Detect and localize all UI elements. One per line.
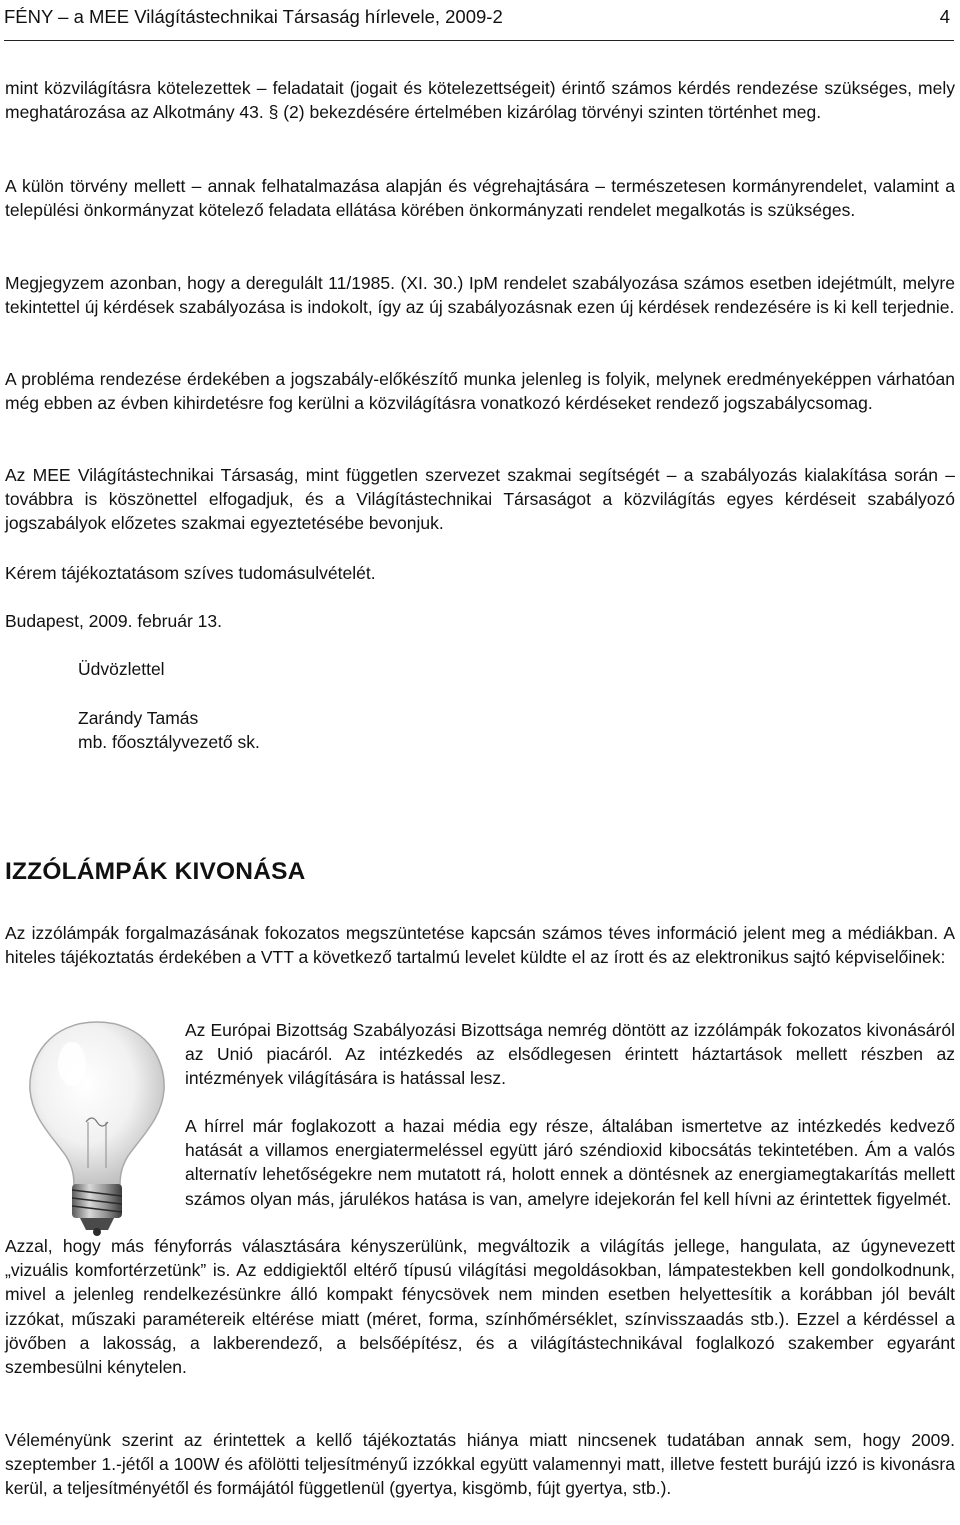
letter-paragraph: A hírrel már foglakozott a hazai média egy része, általában ismertetve az intézkedés kedvező hatását a villamos energiatermeléssel együtt járó széndioxid kibocsátás tekintetében. Ám a valós alternatív lehetőségekre nem mutatott rá, holott ennek a döntésnek az energiamegtakarítás mellett számos olyan más, járulékos hatása is van, amelyre idejekorán fel kell hívni az érintettek figyelmét. <box>185 1116 955 1209</box>
closing-request: Kérem tájékoztatásom szíves tudomásulvételét. <box>5 563 376 583</box>
letter-paragraph: Azzal, hogy más fényforrás választására kényszerülünk, megváltozik a világítás jellege, hangulata, az úgynevezett „vizuális komfortérzetünk” is. Az eddigiektől eltérő típusú világítási megoldásokban, lámpatestekben kell gondolkodnunk, mivel a jelenleg rendelkezésünkre álló kompakt fénycsövek nem minden esetben helyettesítik a korábban jól bevált izzókat, műszaki paramétereik eltérése miatt (méret, forma, színhőmérséklet, színvisszaadás stb.). Ezzel a kérdéssel a jövőben a lakosság, a lakberendező, a belsőépítész, és a világítástechnikával foglalkozó szakember egyaránt szembesülni kénytelen. <box>5 1236 955 1378</box>
paragraph: A probléma rendezése érdekében a jogszabály-előkészítő munka jelenleg is folyik, melynek eredményeképpen várhatóan még ebben az évben kihirdetésre fog kerülni a közvilágításra vonatkozó kérdéseket rendező jogszabálycsomag. <box>5 369 955 414</box>
place-date: Budapest, 2009. február 13. <box>5 611 222 631</box>
page-header <box>4 2 954 41</box>
signature-greeting: Üdvözlettel <box>78 659 165 679</box>
light-bulb-icon <box>22 1018 172 1238</box>
newsletter-title: FÉNY – a MEE Világítástechnikai Társaság hírlevele, 2009-2 <box>4 6 503 27</box>
page-number: 4 <box>939 6 950 27</box>
section-intro: Az izzólámpák forgalmazásának fokozatos megszüntetése kapcsán számos téves információ jelent meg a médiákban. A hiteles tájékoztatás érdekében a VTT a következő tartalmú levelet küldte el az írott és az elektronikus sajtó képviselőinek: <box>5 923 955 968</box>
paragraph: A külön törvény mellett – annak felhatalmazása alapján és végrehajtására – természetesen kormányrendelet, valamint a települési önkormányzat kötelező feladata ellátása körében önkormányzati rendelet megalkotás is szükséges. <box>5 176 955 221</box>
letter-paragraph: Az Európai Bizottság Szabályozási Bizottsága nemrég döntött az izzólámpák fokozatos kivonásáról az Unió piacáról. Az intézkedés az elsődlegesen érintett háztartások mellett részben az intézmények világítására is hatással lesz. <box>185 1020 955 1089</box>
signature-title: mb. főosztályvezető sk. <box>78 732 260 752</box>
letter-paragraph: Véleményünk szerint az érintettek a kellő tájékoztatás hiánya miatt nincsenek tudatában annak sem, hogy 2009. szeptember 1.-jétől a 100W és afölötti teljesítményű izzókkal együtt valamennyi matt, illetve festett burájú izzó is kivonásra kerül, a teljesítményétől és formájától függetlenül (gyertya, kisgömb, fújt gyertya, stb.). <box>5 1430 955 1499</box>
paragraph: mint közvilágításra kötelezettek – feladatait (jogait és kötelezettségeit) érintő számos kérdés rendezése szükséges, mely meghatározása az Alkotmány 43. § (2) bekezdésére értelmében kizárólag törvényi szinten történhet meg. <box>5 78 955 123</box>
signature-name: Zarándy Tamás <box>78 708 199 728</box>
paragraph: Az MEE Világítástechnikai Társaság, mint független szervezet szakmai segítségét – a szabályozás kialakítása során – továbbra is köszönettel elfogadjuk, és a Világítástechnikai Társaságot a közvilágítás egyes kérdéseit szabályozó jogszabályok előzetes szakmai egyeztetésébe bevonjuk. <box>5 465 955 534</box>
section-heading: IZZÓLÁMPÁK KIVONÁSA <box>5 858 306 885</box>
paragraph: Megjegyzem azonban, hogy a deregulált 11/1985. (XI. 30.) IpM rendelet szabályozása számos esetben idejétmúlt, melyre tekintettel új kérdések szabályozása is indokolt, így az új szabályozásnak ezen új kérdések rendezésére is ki kell terjednie. <box>5 273 955 318</box>
